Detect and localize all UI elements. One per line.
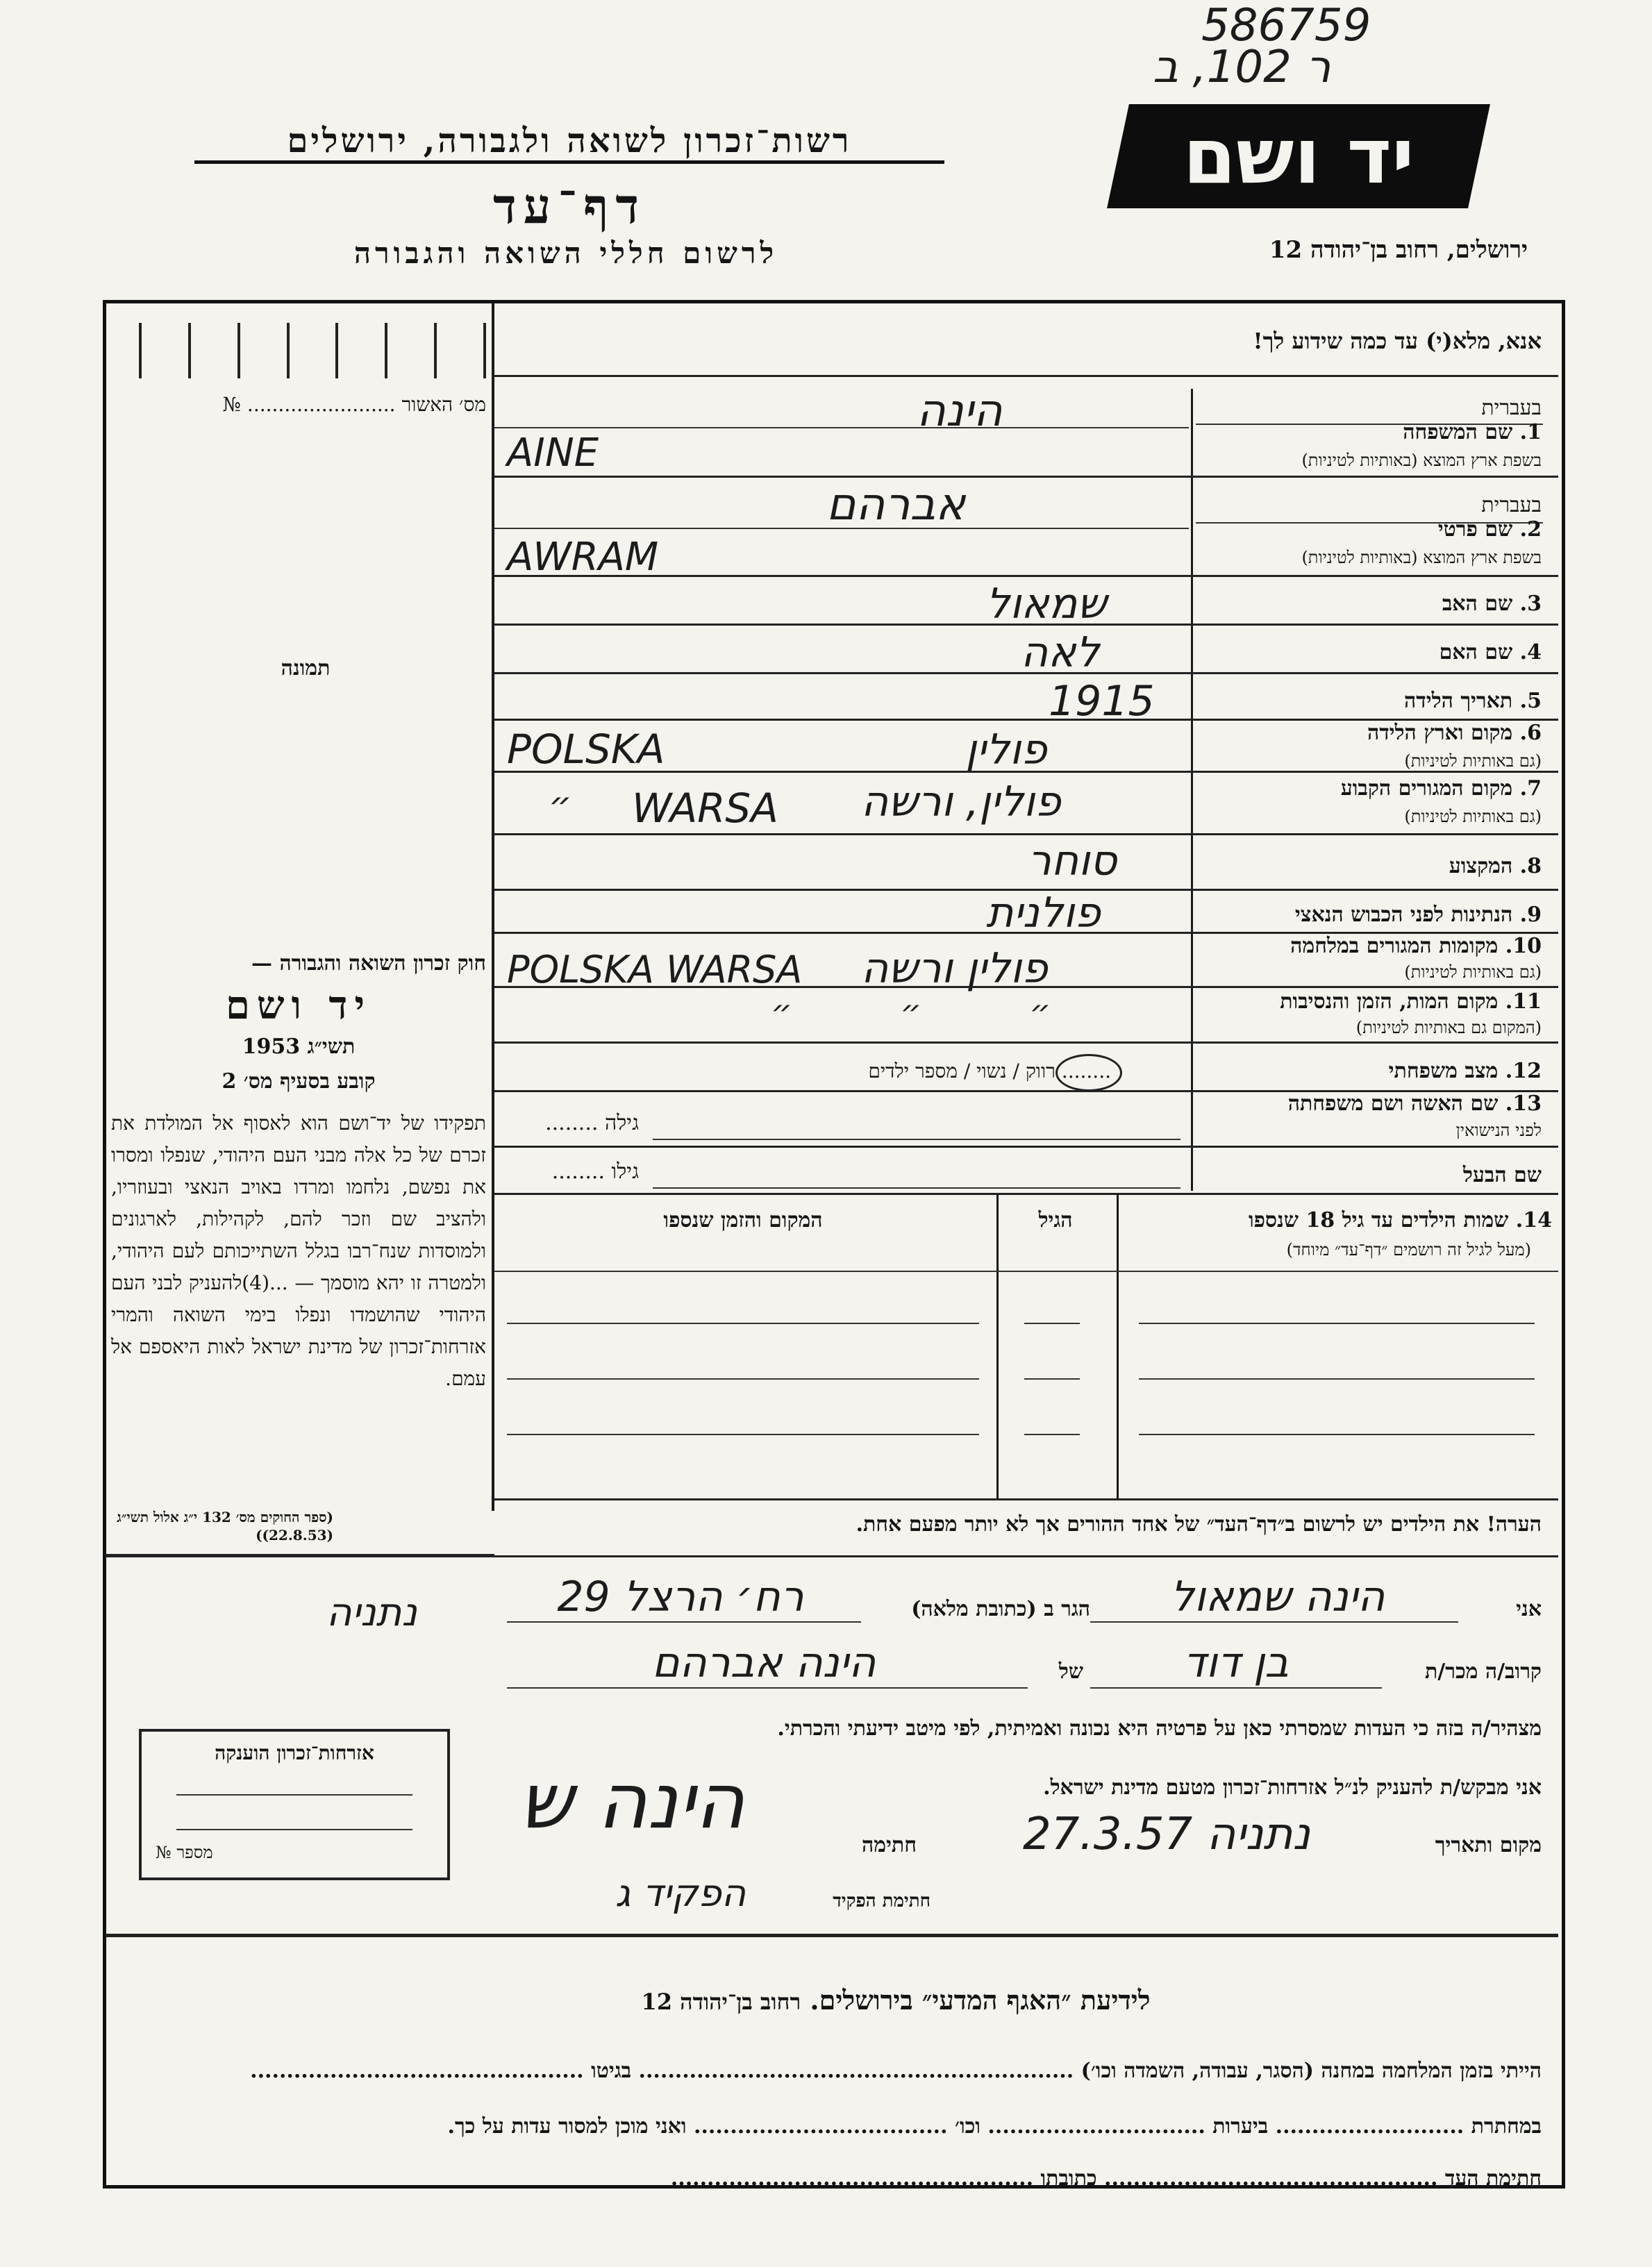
husband-label: שם הבעל — [1462, 1163, 1542, 1187]
children-note: הערה! את הילדים יש לרשום ב״דף־העד״ של אחד ההורים אך לא יותר מפעם אחת. — [856, 1512, 1542, 1537]
rule — [1024, 1434, 1080, 1435]
field-13-label — [1194, 1091, 1542, 1116]
bottom-address: רחוב בן־יהודה 12 — [641, 1989, 801, 2015]
witness-signature-label: חתימת העד — [1444, 2166, 1542, 2191]
bottom-separator — [106, 1934, 1558, 1937]
rule — [106, 1554, 494, 1556]
field-4-label — [1194, 640, 1542, 665]
children-col-2 — [996, 1194, 999, 1500]
field-12-value — [1146, 1052, 1147, 1053]
field-13-side: גילה ........ — [545, 1111, 639, 1135]
rule — [1024, 1323, 1080, 1324]
relation-label: קרוב/ה מכר/ת — [1424, 1659, 1542, 1684]
field-9-label — [1194, 903, 1542, 928]
rule — [494, 1271, 1558, 1272]
law-amendment: (ספר החוקים מס׳ 132 י״ג אלול תשי״ג (22.8.53)) — [117, 1509, 333, 1544]
bottom-line-2: במחתרת .......................... ביערות .............................. וכו׳ ................................... ואני מוכן למסור עדות על כך. — [447, 2114, 1542, 2139]
rule — [653, 1139, 1180, 1140]
field-1-label — [1194, 420, 1542, 445]
field-4-value: לאה — [1021, 628, 1100, 677]
field-10-label — [1194, 934, 1542, 959]
label-column-divider — [1191, 389, 1193, 1191]
field-11-sub: (המקום גם באותיות לטיניות) — [1355, 1018, 1542, 1037]
place-date-value: נתניה 27.3.57 — [1022, 1809, 1311, 1860]
rule — [1139, 1378, 1535, 1380]
rule — [494, 986, 1558, 988]
witness-prefix: אני — [1516, 1597, 1542, 1621]
law-text: תפקידו של יד־ושם הוא לאסוף אל המולדת את זכרם של כל אלה מבני העם היהודי, שנפלו ומסרו את נפשם, נלחמו ומרדו באויב הנאצי ובעוזריו, ולהציב שם וזכר להם, לקהילות, לארגונים ולמוסדות שנח־רבו בגלל השתייכותם לעם היהודי, ולמטרה זו יהא מוסמך — ...(4)להעניק לבני העם היהודי שהושמדו ונפלו בימי השואה והמרי אזרחות־זכרון של מדינת ישראל לאות היאספם אל עמם. — [111, 1112, 486, 1390]
field-2-label — [1194, 517, 1542, 542]
hebrew-tag-1: בעברית — [1481, 396, 1542, 420]
law-year: תשי״ג 1953 — [242, 1035, 356, 1059]
field-12-circle — [1056, 1054, 1122, 1091]
field-10-text: מקומות המגורים במלחמה — [1290, 934, 1499, 958]
field-5-no: 5. — [1519, 689, 1542, 713]
bottom-title-row — [528, 1984, 1264, 2016]
field-8-label — [1194, 854, 1542, 879]
field-2-value-he: אברהם — [826, 479, 966, 530]
logo-text: יד ושם — [1183, 112, 1415, 201]
field-1-value-he: הינה — [917, 385, 1003, 437]
bottom-line-1: הייתי בזמן המלחמה במחנה (הסגר, עבודה, השמדה וכו׳) ............................................................ בגיטו .............................................. — [250, 2059, 1542, 2083]
children-no: 14. — [1515, 1208, 1552, 1232]
field-2-value-latin: AWRAM — [507, 535, 659, 580]
children-sub: (מעל לגיל זה רושמים ״דף־עד״ מיוחד) — [1286, 1240, 1531, 1260]
law-heading: חוק זכרון השואה והגבורה — — [251, 951, 486, 976]
field-13-text: שם האשה ושם משפחתה — [1287, 1091, 1499, 1116]
field-4-text: שם האם — [1439, 640, 1513, 664]
field-11-text: מקום המות, הזמן והנסיבות — [1280, 989, 1499, 1014]
field-8-no: 8. — [1519, 854, 1542, 878]
field-13-side-label: גילה — [604, 1111, 639, 1135]
bottom-title: לידיעת ״האגף המדעי״ בירושלים. — [810, 1984, 1151, 2016]
field-6-text: מקום וארץ הלידה — [1367, 721, 1513, 745]
witness-name: הינה שמאול — [1170, 1573, 1385, 1621]
field-7-ditto: ״ — [549, 785, 572, 826]
citizenship-box — [139, 1729, 450, 1880]
witness-city: נתניה — [326, 1590, 417, 1635]
field-11-value: ״ ״ ״ — [771, 993, 1100, 1032]
rule — [494, 771, 1558, 773]
rule — [1090, 1687, 1382, 1689]
field-12-label — [1194, 1059, 1542, 1084]
rule — [507, 1434, 979, 1435]
field-12-options: ........ רווק / נשוי / מספר ילדים — [868, 1060, 1111, 1082]
rule — [494, 1498, 1558, 1500]
field-8-text: המקצוע — [1449, 854, 1513, 878]
rule — [1139, 1434, 1535, 1435]
field-10-no: 10. — [1505, 934, 1542, 958]
field-2-text: שם פרטי — [1437, 517, 1513, 542]
witness-address: רח׳ הרצל 29 — [557, 1573, 804, 1621]
field-6-value-latin: POLSKA — [507, 726, 665, 773]
latin-also-6: (גם באותיות לטיניות) — [1404, 751, 1542, 771]
of-label: של — [1058, 1659, 1083, 1684]
authority-title: רשות־זכרון לשואה ולגבורה, ירושלים — [194, 122, 944, 164]
husband-side: גילו ........ — [551, 1160, 639, 1184]
signature-label: חתימה — [862, 1833, 917, 1857]
field-10-value-latin: POLSKA WARSA — [507, 948, 803, 992]
field-1-no: 1. — [1519, 420, 1542, 444]
latin-note-2: בשפת ארץ המוצא (באותיות לטיניות) — [1301, 548, 1542, 567]
field-1-text: שם המשפחה — [1403, 420, 1513, 444]
approval-symbol: № — [222, 393, 242, 416]
field-11-no: 11. — [1505, 989, 1542, 1014]
rule — [494, 1042, 1558, 1044]
rule — [653, 1187, 1180, 1189]
rule — [507, 1687, 1028, 1689]
instruction: אנא, מלא(י) עד כמה שידוע לך! — [1253, 328, 1542, 354]
field-5-text: תאריך הלידה — [1404, 689, 1513, 713]
code-boxes — [139, 323, 486, 378]
field-13-no: 13. — [1505, 1091, 1542, 1116]
ready-text: ואני מוכן למסור עדות על כך. — [447, 2114, 687, 2139]
latin-also-10: (גם באותיות לטיניות) — [1404, 962, 1542, 982]
field-9-text: הנתינות לפני הכבוש הנאצי — [1294, 903, 1513, 927]
rule — [1139, 1323, 1535, 1324]
approval-label: מס׳ האשור — [401, 393, 486, 416]
instruction-rule — [494, 375, 1558, 377]
rule — [494, 427, 1189, 428]
etc-label: וכו׳ — [955, 2114, 981, 2139]
field-3-label — [1194, 592, 1542, 617]
children-age-header: הגיל — [1038, 1208, 1073, 1232]
field-3-value: שמאול — [986, 580, 1107, 628]
field-7-no: 7. — [1519, 776, 1542, 801]
rule — [176, 1794, 412, 1796]
field-13-sub: לפני הנישואין — [1455, 1121, 1542, 1140]
of-name: הינה אברהם — [651, 1639, 876, 1687]
forests-label: ביערות — [1212, 2114, 1269, 2139]
field-5-label — [1194, 689, 1542, 714]
field-12-opts: רווק / נשוי / מספר ילדים — [868, 1060, 1056, 1082]
field-1-value-latin: AINE — [507, 430, 599, 476]
latin-also-7: (גם באותיות לטיניות) — [1404, 807, 1542, 826]
bottom-line-3: חתימת העד .............................................. כתובתו .................................................. — [670, 2166, 1542, 2191]
place-date-label: מקום ותאריך — [1435, 1833, 1542, 1857]
rule — [507, 1378, 979, 1380]
field-3-text: שם האב — [1442, 592, 1513, 616]
field-12-no: 12. — [1505, 1059, 1542, 1083]
rule — [494, 1146, 1558, 1148]
request: אני מבקש/ת להעניק לנ״ל אזרחות־זכרון מטעם מדינת ישראל. — [1043, 1775, 1542, 1800]
rule — [494, 1193, 1558, 1195]
field-8-value: סוחר — [1028, 837, 1117, 885]
rule — [494, 624, 1558, 626]
camp-label: הייתי בזמן המלחמה במחנה — [1321, 2059, 1542, 2083]
clerk-label: חתימת הפקיד — [833, 1891, 931, 1912]
children-label — [1121, 1208, 1552, 1233]
logo-block — [1107, 104, 1490, 208]
archive-handwriting: ר 102, ב — [1153, 42, 1331, 93]
law-clause: קובע בסעיף מס׳ 2 — [222, 1069, 376, 1094]
witness-address-label: כתובתו — [1040, 2166, 1097, 2191]
field-6-value-he: פולין — [965, 726, 1047, 774]
rule — [176, 1829, 412, 1830]
children-text: שמות הילדים עד גיל 18 שנספו — [1248, 1208, 1509, 1232]
rule — [494, 528, 1189, 529]
witness-lives-label: הגר ב (כתובת מלאה) — [911, 1597, 1090, 1621]
husband-side-label: גילו — [611, 1160, 639, 1184]
declaration: מצהיר/ה בזה כי העדות שמסרתי כאן על פרטיה היא נכונה ואמיתית, לפי מיטב ידיעתי והכרתי. — [777, 1716, 1542, 1741]
field-5-value: 1915 — [1049, 677, 1155, 726]
rule — [494, 833, 1558, 835]
field-2-no: 2. — [1519, 517, 1542, 542]
hebrew-tag-2: בעברית — [1481, 493, 1542, 517]
photo-label: תמונה — [281, 656, 331, 680]
children-col-1 — [1117, 1194, 1119, 1500]
relation-value: בן דוד — [1183, 1639, 1289, 1687]
field-6-no: 6. — [1519, 721, 1542, 745]
children-place-header: המקום והזמן שנספו — [663, 1208, 823, 1232]
rule — [494, 672, 1558, 674]
citizenship-box-title: אזרחות־זכרון הוענקה — [215, 1741, 374, 1764]
form-subtitle: לרשום חללי השואה והגבורה — [353, 236, 778, 270]
rule — [494, 476, 1558, 478]
signature: הינה ש — [519, 1757, 745, 1846]
field-3-no: 3. — [1519, 592, 1542, 616]
citizenship-box-number: מספר № — [156, 1843, 213, 1862]
field-6-label — [1194, 721, 1542, 746]
ghetto-label: בגיטו — [591, 2059, 632, 2083]
underground-label: במחתרת — [1471, 2114, 1542, 2139]
left-column-divider — [492, 303, 494, 1511]
rule — [507, 1621, 861, 1623]
archive-number: 586759 — [1201, 0, 1371, 51]
law-name: יד ושם — [225, 982, 372, 1028]
rule — [1024, 1378, 1080, 1380]
camp-types: (הסגר, עבודה, השמדה וכו׳) — [1081, 2059, 1314, 2083]
rule — [1090, 1621, 1458, 1623]
field-9-value: פולנית — [986, 889, 1101, 937]
field-4-no: 4. — [1519, 640, 1542, 664]
form-title: דף־עד — [492, 177, 646, 235]
clerk-signature: הפקיד ג — [615, 1871, 746, 1915]
field-7-value-he: פולין, ורשה — [861, 778, 1061, 826]
field-9-no: 9. — [1519, 903, 1542, 927]
field-7-value-latin: WARSA — [632, 785, 778, 832]
header-address: ירושלים, רחוב בן־יהודה 12 — [1269, 236, 1528, 264]
field-7-text: מקום המגורים הקבוע — [1340, 776, 1513, 801]
rule — [494, 575, 1558, 577]
field-7-label — [1194, 776, 1542, 801]
field-11-label — [1194, 989, 1542, 1014]
rule — [507, 1323, 979, 1324]
field-10-value-he: פולין ורשה — [861, 944, 1048, 993]
latin-note-1: בשפת ארץ המוצא (באותיות לטיניות) — [1301, 451, 1542, 470]
approval-number-row: מס׳ האשור ........................ № — [222, 393, 486, 416]
field-12-text: מצב משפחתי — [1388, 1059, 1499, 1083]
